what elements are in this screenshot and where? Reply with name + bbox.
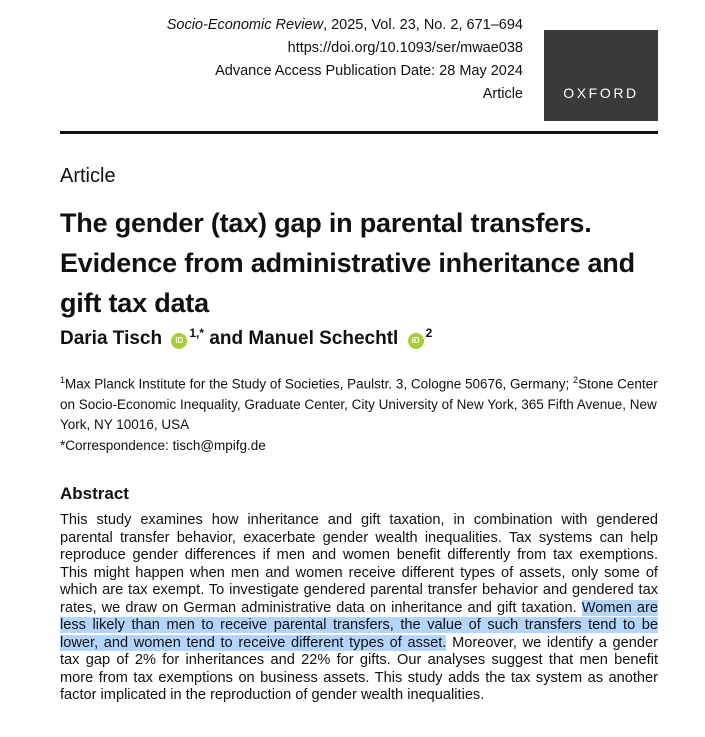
doi-link[interactable]: https://doi.org/10.1093/ser/mwae038 bbox=[287, 40, 523, 56]
access-date: Advance Access Publication Date: 28 May 2024 bbox=[215, 63, 523, 79]
journal-article-type: Article bbox=[482, 86, 523, 102]
author-list bbox=[60, 326, 432, 350]
header-divider bbox=[60, 131, 658, 134]
abstract-text-part-1: This study examines how inheritance and gift taxation, in combination with gendered parental transfer behavior, exacerbate gender wealth inequalities. Tax systems can help reproduce gender differences if men and women benefit differently from tax exemptions. This might happen when men and women receive different types of assets, only some of which are tax exempt. To investigate gendered parental transfer behavior and gendered tax rates, we draw on German administrative data on inheritance and gift taxation. bbox=[60, 512, 658, 616]
author-2-affiliation-marker: 2 bbox=[425, 326, 433, 340]
journal-volume: , 2025, Vol. 23, No. 2, 671–694 bbox=[323, 17, 523, 33]
abstract-heading: Abstract bbox=[60, 484, 129, 503]
affiliations bbox=[60, 370, 660, 435]
orcid-icon[interactable]: iD bbox=[171, 333, 187, 349]
author-connector: and bbox=[204, 328, 249, 349]
oxford-logo-text: OXFORD bbox=[563, 84, 639, 101]
orcid-icon[interactable]: iD bbox=[408, 333, 424, 349]
article-title: The gender (tax) gap in parental transfers. Evidence from administrative inheritance and gift tax data bbox=[60, 208, 635, 318]
abstract-body bbox=[60, 512, 658, 705]
abstract-highlighted-text[interactable]: Women are less likely than men to receive parental transfers, the value of such transfers tend to be lower, and women tend to receive different types of asset. bbox=[60, 599, 658, 651]
article-type-label: Article bbox=[60, 165, 116, 187]
journal-name: Socio-Economic Review bbox=[166, 17, 324, 33]
journal-citation bbox=[167, 14, 523, 37]
author-1-affiliation-marker: 1,* bbox=[189, 326, 205, 340]
affiliation-marker-2: 2 bbox=[573, 375, 579, 385]
affiliation-2: Stone Center on Socio-Economic Inequality, Graduate Center, City University of New York, 365 Fifth Avenue, New York, NY 10016, USA bbox=[60, 376, 658, 432]
oxford-logo bbox=[544, 30, 658, 121]
correspondence: *Correspondence: tisch@mpifg.de bbox=[60, 438, 266, 453]
abstract-text-part-2: Moreover, we identify a gender tax gap of 2% for inheritances and 22% for gifts. Our analyses suggest that men benefit more from tax exemptions on business assets. This study adds the tax system as another factor implicated in the reproduction of gender wealth inequalities. bbox=[60, 634, 658, 703]
affiliation-marker-1: 1 bbox=[60, 375, 66, 385]
author-name-2[interactable]: Manuel Schechtl bbox=[248, 328, 399, 349]
journal-info bbox=[167, 14, 523, 106]
affiliation-1: Max Planck Institute for the Study of Societies, Paulstr. 3, Cologne 50676, Germany; bbox=[65, 376, 574, 392]
author-name-1[interactable]: Daria Tisch bbox=[60, 328, 163, 349]
